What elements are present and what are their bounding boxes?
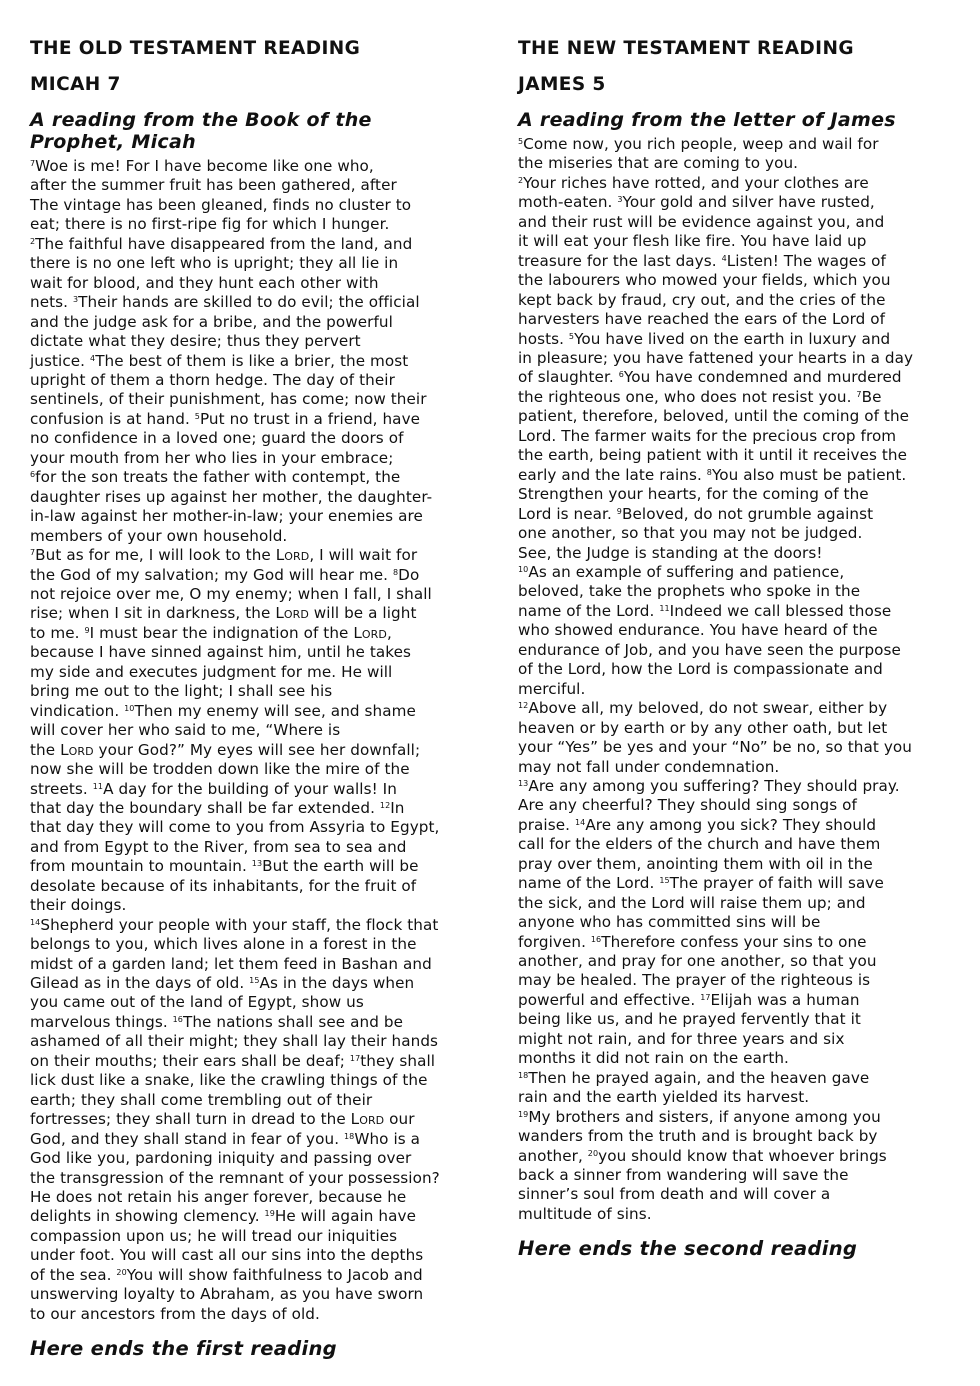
text-line: my side and executes judgment for me. He will <box>30 662 393 681</box>
text-line: it will eat your flesh like fire. You have laid up <box>518 232 867 251</box>
verse-number: 9 <box>616 506 622 516</box>
text-line: members of your own household. <box>30 526 288 545</box>
text-line: confusion is at hand. $^5$Put no trust in a friend, have <box>30 409 421 428</box>
text-line: now she will be trodden down like the mire of the <box>30 760 410 779</box>
text-line: your “Yes” be yes and your “No” be no, so that you <box>518 738 912 757</box>
verse-number: 20 <box>587 1148 599 1158</box>
text-line: another, $^{20}$you should know that whoever brings <box>518 1146 887 1165</box>
verse-number: 8 <box>706 467 712 477</box>
verse-number: 8 <box>393 567 399 577</box>
divine-name: Lord <box>275 604 309 623</box>
text-line: from mountain to mountain. $^{13}$But the earth will be <box>30 857 419 876</box>
text-line: wait for blood, and they hunt each other with <box>30 273 379 292</box>
text-line: $^{14}$Shepherd your people with your staff, the flock that <box>30 915 439 934</box>
text-line: one another, so that you may not be judged. <box>518 524 863 543</box>
text-line: may be healed. The prayer of the righteous is <box>518 971 871 990</box>
text-line: The vintage has been gleaned, finds no cluster to <box>30 195 412 214</box>
verse-number: 15 <box>659 876 670 886</box>
text-line: daughter rises up against her mother, the daughter- <box>30 487 433 506</box>
text-line: will cover her who said to me, “Where is <box>30 721 341 740</box>
text-line: and their rust will be evidence against you, and <box>518 212 885 231</box>
text-line: powerful and effective. $^{17}$Elijah was a human <box>518 990 860 1009</box>
text-line: $^7$Woe is me! For I have become like one who, <box>30 157 374 175</box>
verse-number: 11 <box>659 603 670 613</box>
text-line: moth-eaten. $^3$Your gold and silver have rusted, <box>518 193 875 212</box>
divine-name: Lord <box>60 740 94 759</box>
verse-number: 7 <box>30 159 36 168</box>
text-line: sinner’s soul from death and will cover a <box>518 1185 831 1204</box>
verse-number: 17 <box>700 992 711 1002</box>
text-line: wanders from the truth and is brought back by <box>518 1127 878 1146</box>
verse-number: 18 <box>518 1070 529 1080</box>
text-line: heaven or by earth or by any other oath, but let <box>518 718 888 737</box>
text-line: there is no one left who is upright; they all lie in <box>30 254 399 273</box>
text-line: early and the late rains. $^8$You also must be patient. <box>518 465 907 484</box>
verse-number: 10 <box>518 564 529 574</box>
text-line: call for the elders of the church and have them <box>518 835 881 854</box>
text-line: He does not retain his anger forever, because he <box>30 1188 407 1207</box>
verse-number: 4 <box>90 353 96 363</box>
text-line: $^6$for the son treats the father with contempt, the <box>30 468 401 487</box>
verse-number: 7 <box>30 548 36 558</box>
text-line: under foot. You will cast all our sins into the depths <box>30 1246 424 1265</box>
text-line: midst of a garden land; let them feed in Bashan and <box>30 954 432 973</box>
verse-number: 20 <box>116 1267 127 1277</box>
text-line: of the sea. $^{20}$You will show faithfulness to Jacob and <box>30 1265 423 1284</box>
text-line: endurance of Job, and you have seen the purpose <box>518 640 901 659</box>
text-line: and from Egypt to the River, from sea to sea and <box>30 837 407 856</box>
verse-number: 6 <box>618 370 624 380</box>
text-line: of slaughter. $^6$You have condemned and murdered <box>518 368 902 387</box>
text-line: their doings. <box>30 896 127 915</box>
text-line: vindication. $^{10}$Then my enemy will see, and shame <box>30 701 416 720</box>
text-line: to our ancestors from the days of old. <box>30 1304 320 1323</box>
section-title: THE NEW TESTAMENT READING <box>518 38 854 59</box>
reading-text <box>30 157 462 1324</box>
verse-number: 14 <box>30 917 41 927</box>
text-line: compassion upon us; he will tread our iniquities <box>30 1226 398 1245</box>
text-line: may not fall under condemnation. <box>518 757 780 776</box>
divine-name: Lord <box>275 546 310 565</box>
verse-number: 2 <box>30 236 36 246</box>
text-line: delights in showing clemency. $^{19}$He will again have <box>30 1207 417 1226</box>
text-line: harvesters have reached the ears of the Lord of <box>518 310 886 329</box>
text-line: bring me out to the light; I shall see his <box>30 682 333 701</box>
text-line: See, the Judge is standing at the doors! <box>518 543 823 562</box>
verse-number: 13 <box>518 778 529 788</box>
text-line: that day they will come to you from Assyria to Egypt, <box>30 818 440 837</box>
text-line: marvelous things. $^{16}$The nations shall see and be <box>30 1012 403 1031</box>
reading-ending: Here ends the second reading <box>518 1237 858 1261</box>
text-line: $^{19}$My brothers and sisters, if anyone among you <box>518 1107 881 1126</box>
text-line: the earth, being patient with it until it receives the <box>518 446 908 465</box>
text-line: $^2$Your riches have rotted, and your clothes are <box>518 173 869 192</box>
text-line: dictate what they desire; thus they pervert <box>30 332 361 351</box>
verse-number: 6 <box>30 470 36 480</box>
text-line: pray over them, anointing them with oil in the <box>518 854 873 873</box>
text-line: that day the boundary shall be far extended. $^{12}$In <box>30 798 405 817</box>
text-line: hosts. $^5$You have lived on the earth in luxury and <box>518 329 891 348</box>
verse-number: 4 <box>721 253 727 263</box>
text-line: God, and they shall stand in fear of you. $^{18}$Who is a <box>30 1129 421 1148</box>
verse-number: 7 <box>856 389 862 399</box>
section-title: THE OLD TESTAMENT READING <box>30 38 361 59</box>
text-line: Strengthen your hearts, for the coming of the <box>518 485 869 504</box>
text-line: rise; when I sit in darkness, the Lord will be a light <box>30 604 417 623</box>
verse-number: 10 <box>124 703 135 713</box>
reading-text <box>518 135 930 1224</box>
text-line: $^{13}$Are any among you suffering? They should pray. <box>518 776 900 795</box>
text-line: name of the Lord. $^{11}$Indeed we call blessed those <box>518 601 892 620</box>
text-line: you came out of the land of Egypt, show us <box>30 993 364 1012</box>
reading-ending: Here ends the first reading <box>30 1337 337 1361</box>
text-line: in pleasure; you have fattened your hearts in a day <box>518 348 914 367</box>
verse-number: 11 <box>92 781 104 791</box>
text-line: praise. $^{14}$Are any among you sick? They should <box>518 815 877 834</box>
text-line: your mouth from her who lies in your embrace; <box>30 448 394 467</box>
text-line: $^{12}$Above all, my beloved, do not swear, either by <box>518 699 888 718</box>
text-line: multitude of sins. <box>518 1204 652 1223</box>
text-line: the Lord your God?” My eyes will see her downfall; <box>30 740 421 759</box>
verse-number: 14 <box>574 817 586 827</box>
text-line: upright of them a thorn hedge. The day of their <box>30 370 395 389</box>
text-line: forgiven. $^{16}$Therefore confess your sins to one <box>518 932 867 951</box>
text-line: desolate because of its inhabitants, for the fruit of <box>30 876 417 895</box>
verse-number: 2 <box>518 175 524 185</box>
text-line: anyone who has committed sins will be <box>518 913 821 932</box>
text-line: $^2$The faithful have disappeared from the land, and <box>30 234 413 253</box>
text-line: belongs to you, which lives alone in a forest in the <box>30 935 417 954</box>
text-line: on their mouths; their ears shall be deaf; $^{17}$they shall <box>30 1051 436 1070</box>
text-line: the God of my salvation; my God will hear me. $^8$Do <box>30 565 420 584</box>
text-line: earth; they shall come trembling out of their <box>30 1090 373 1109</box>
text-line: because I have sinned against him, until he takes <box>30 643 411 662</box>
text-line: after the summer fruit has been gathered, after <box>30 176 397 195</box>
text-line: another, and pray for one another, so that you <box>518 952 877 971</box>
text-line: $^{10}$As an example of suffering and patience, <box>518 562 845 581</box>
text-line: Gilead as in the days of old. $^{15}$As in the days when <box>30 974 415 993</box>
text-line: to me. $^9$I must bear the indignation of the Lord, <box>30 623 392 642</box>
text-line: nets. $^3$Their hands are skilled to do evil; the official <box>30 293 420 312</box>
verse-number: 16 <box>172 1014 183 1024</box>
text-line: sentinels, of their punishment, has come; now their <box>30 390 427 409</box>
reading-intro: A reading from the Book of the Prophet, Micah <box>30 109 372 153</box>
text-line: name of the Lord. $^{15}$The prayer of faith will save <box>518 874 884 893</box>
verse-number: 19 <box>518 1109 529 1119</box>
text-line: $^{18}$Then he prayed again, and the heaven gave <box>518 1068 870 1087</box>
verse-number: 12 <box>379 800 391 810</box>
text-line: lick dust like a snake, like the crawling things of the <box>30 1071 428 1090</box>
text-line: merciful. <box>518 679 586 698</box>
text-line: the righteous one, who does not resist you. $^7$Be <box>518 387 882 406</box>
text-line: the transgression of the remnant of your possession? <box>30 1168 440 1187</box>
old-testament-column <box>30 36 462 1361</box>
text-line: kept back by fraud, cry out, and the cries of the <box>518 290 886 309</box>
text-line: Lord is near. $^9$Beloved, do not grumble against <box>518 504 874 523</box>
verse-number: 12 <box>518 701 529 711</box>
reading-intro: A reading from the letter of James <box>518 109 896 131</box>
text-line: treasure for the last days. $^4$Listen! The wages of <box>518 251 886 270</box>
text-line: God like you, pardoning iniquity and passing over <box>30 1149 412 1168</box>
verse-number: 15 <box>249 976 260 986</box>
book-reference: JAMES 5 <box>518 74 606 95</box>
text-line: rain and the earth yielded its harvest. <box>518 1088 810 1107</box>
divine-name: Lord <box>350 1110 385 1129</box>
verse-number: 19 <box>264 1209 275 1219</box>
text-line: not rejoice over me, O my enemy; when I fall, I shall <box>30 584 432 603</box>
text-line: beloved, take the prophets who spoke in the <box>518 582 861 601</box>
new-testament-column <box>518 36 930 1261</box>
verse-number: 5 <box>194 411 200 421</box>
text-line: patient, therefore, beloved, until the coming of the <box>518 407 910 426</box>
verse-number: 5 <box>568 331 575 341</box>
verse-number: 3 <box>617 195 623 205</box>
verse-number: 9 <box>84 625 90 635</box>
verse-number: 13 <box>251 859 263 869</box>
text-line: eat; there is no first-ripe fig for which I hunger. <box>30 215 390 234</box>
text-line: months it did not rain on the earth. <box>518 1049 789 1068</box>
text-line: the sick, and the Lord will raise them up; and <box>518 893 866 912</box>
text-line: of the Lord, how the Lord is compassionate and <box>518 660 883 679</box>
divine-name: Lord <box>353 623 387 642</box>
text-line: who showed endurance. You have heard of the <box>518 621 878 640</box>
text-line: unswerving loyalty to Abraham, as you have sworn <box>30 1285 424 1304</box>
text-line: Are any cheerful? They should sing songs of <box>518 796 857 815</box>
text-line: $^5$Come now, you rich people, weep and wail for <box>518 135 879 153</box>
text-line: fortresses; they shall turn in dread to the Lord our <box>30 1110 415 1129</box>
text-line: ashamed of all their might; they shall lay their hands <box>30 1032 439 1051</box>
text-line: justice. $^4$The best of them is like a brier, the most <box>30 351 409 370</box>
text-line: in-law against her mother-in-law; your enemies are <box>30 507 423 526</box>
verse-number: 17 <box>349 1053 361 1063</box>
text-line: Lord. The farmer waits for the precious crop from <box>518 426 897 445</box>
text-line: no confidence in a loved one; guard the doors of <box>30 429 404 448</box>
text-line: might not rain, and for three years and six <box>518 1029 845 1048</box>
book-reference: MICAH 7 <box>30 74 121 95</box>
verse-number: 16 <box>590 934 602 944</box>
text-line: and the judge ask for a bribe, and the powerful <box>30 312 393 331</box>
verse-number: 3 <box>72 295 79 305</box>
text-line: the labourers who mowed your fields, which you <box>518 271 891 290</box>
verse-number: 18 <box>344 1131 355 1141</box>
text-line: being like us, and he prayed fervently that it <box>518 1010 861 1029</box>
text-line: the miseries that are coming to you. <box>518 154 799 173</box>
verse-number: 5 <box>518 137 524 146</box>
text-line: streets. $^{11}$A day for the building of your walls! In <box>30 779 397 798</box>
text-line: back a sinner from wandering will save the <box>518 1166 849 1185</box>
text-line: $^7$But as for me, I will look to the Lord, I will wait for <box>30 546 418 565</box>
